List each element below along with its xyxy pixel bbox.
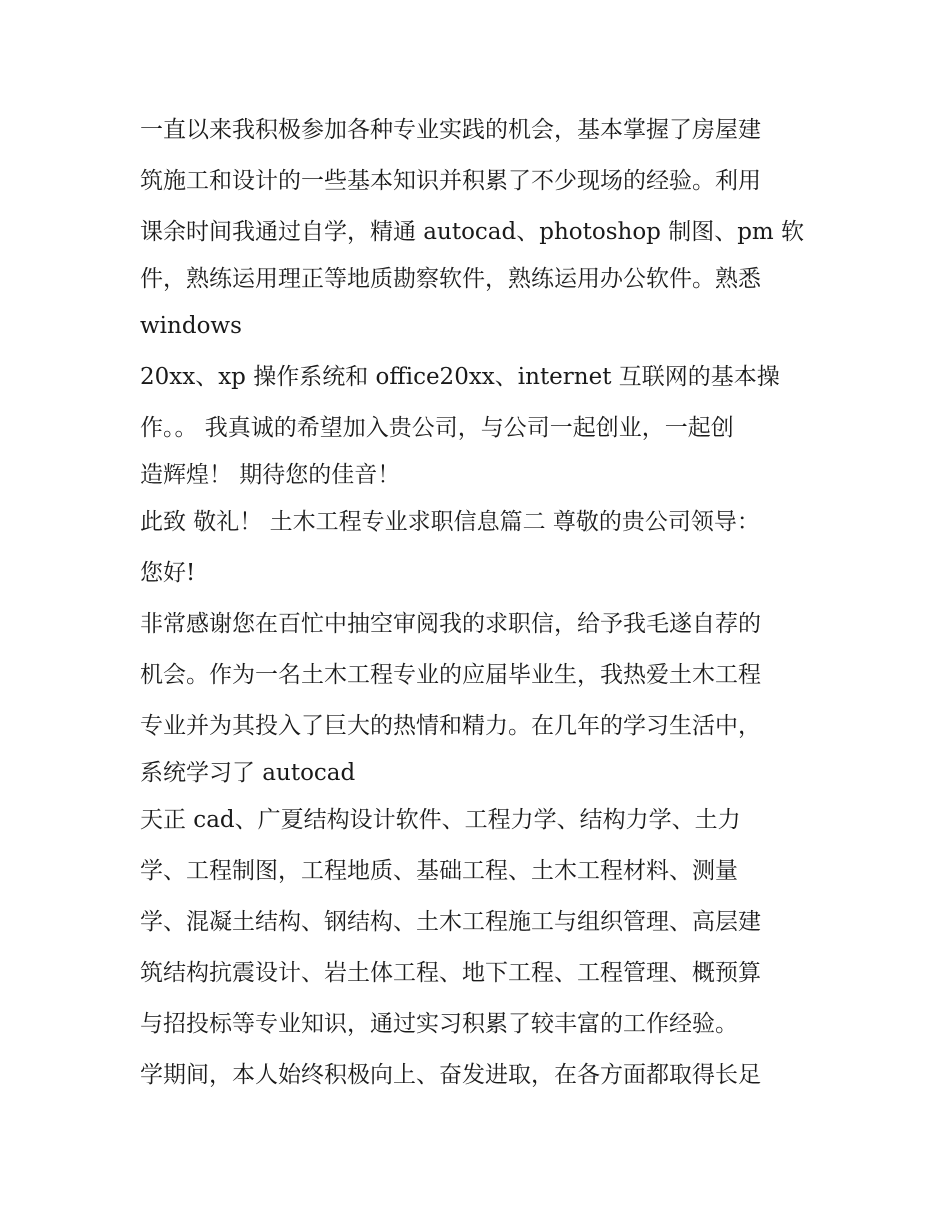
text-line: 学、混凝土结构、钢结构、土木工程施工与组织管理、高层建 <box>140 909 761 935</box>
text-line: 20xx、xp 操作系统和 office20xx、internet 互联网的基本操 <box>140 364 780 390</box>
text-line: 筑施工和设计的一些基本知识并积累了不少现场的经验。利用 <box>140 168 761 194</box>
text-line: windows <box>140 313 242 339</box>
text-line: 系统学习了 autocad <box>140 760 356 786</box>
text-line: 非常感谢您在百忙中抽空审阅我的求职信，给予我毛遂自荐的 <box>140 611 761 637</box>
text-line: 学期间，本人始终积极向上、奋发进取，在各方面都取得长足 <box>140 1062 761 1088</box>
text-line: 您好! <box>140 560 196 586</box>
text-line: 与招投标等专业知识，通过实习积累了较丰富的工作经验。 <box>140 1011 738 1037</box>
text-line: 一直以来我积极参加各种专业实践的机会，基本掌握了房屋建 <box>140 117 761 143</box>
text-line: 作。。 我真诚的希望加入贵公司，与公司一起创业，一起创 <box>140 415 734 441</box>
text-line: 天正 cad、广夏结构设计软件、工程力学、结构力学、土力 <box>140 807 741 833</box>
text-line: 课余时间我通过自学，精通 autocad、photoshop 制图、pm 软 <box>140 219 805 245</box>
text-line: 造辉煌！ 期待您的佳音！ <box>140 462 401 488</box>
body-text <box>140 105 820 1101</box>
text-line: 此致 敬礼！ 土木工程专业求职信息篇二 尊敬的贵公司领导： <box>140 509 760 535</box>
text-line: 学、工程制图，工程地质、基础工程、土木工程材料、测量 <box>140 858 738 884</box>
text-line: 专业并为其投入了巨大的热情和精力。在几年的学习生活中， <box>140 713 761 739</box>
text-line: 件，熟练运用理正等地质勘察软件，熟练运用办公软件。熟悉 <box>140 266 761 292</box>
text-line: 机会。作为一名土木工程专业的应届毕业生，我热爱土木工程 <box>140 662 761 688</box>
text-line: 筑结构抗震设计、岩土体工程、地下工程、工程管理、概预算 <box>140 960 761 986</box>
